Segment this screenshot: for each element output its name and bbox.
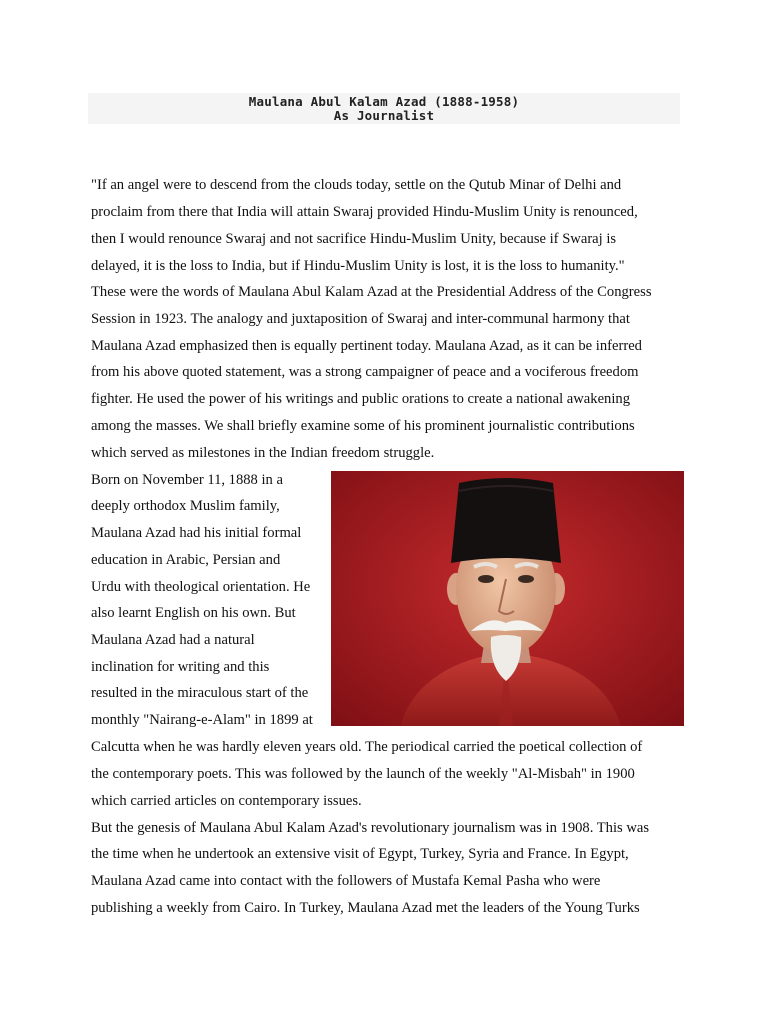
paragraph-line: from his above quoted statement, was a strong campaigner of peace and a vociferous freedom [91, 364, 639, 380]
paragraph-line: "If an angel were to descend from the clouds today, settle on the Qutub Minar of Delhi and [91, 177, 622, 193]
side-text-line: deeply orthodox Muslim family, [91, 498, 280, 514]
paragraph-line: These were the words of Maulana Abul Kalam Azad at the Presidential Address of the Congress [91, 284, 652, 300]
document-subtitle: As Journalist [333, 108, 435, 123]
paragraph-line: delayed, it is the loss to India, but if Hindu-Muslim Unity is lost, it is the loss to humanity." [91, 258, 625, 274]
portrait-image [331, 471, 684, 726]
side-text-line: Maulana Azad had a natural [91, 632, 255, 648]
side-text-line: also learnt English on his own. But [91, 605, 296, 621]
paragraph-line: publishing a weekly from Cairo. In Turkey, Maulana Azad met the leaders of the Young Turks [91, 900, 640, 916]
paragraph-line: Session in 1923. The analogy and juxtaposition of Swaraj and inter-communal harmony that [91, 311, 630, 327]
side-text-line: education in Arabic, Persian and [91, 552, 281, 568]
paragraph-line: Maulana Azad came into contact with the followers of Mustafa Kemal Pasha who were [91, 873, 601, 889]
paragraph-line: among the masses. We shall briefly examine some of his prominent journalistic contributions [91, 418, 635, 434]
paragraph-line: the contemporary poets. This was followed by the launch of the weekly "Al-Misbah" in 1900 [91, 766, 635, 782]
side-text-line: monthly "Nairang-e-Alam" in 1899 at [91, 712, 313, 728]
paragraph-line: But the genesis of Maulana Abul Kalam Azad's revolutionary journalism was in 1908. This was [91, 820, 650, 836]
paragraph-line: Maulana Azad emphasized then is equally pertinent today. Maulana Azad, as it can be inferred [91, 338, 642, 354]
side-text-line: Urdu with theological orientation. He [91, 579, 311, 595]
side-text-line: Born on November 11, 1888 in a [91, 472, 283, 488]
paragraph-line: which carried articles on contemporary issues. [91, 793, 362, 809]
side-text-line: inclination for writing and this [91, 659, 270, 675]
portrait-of-man-in-black-cap-icon [331, 471, 684, 726]
paragraph-line: the time when he undertook an extensive visit of Egypt, Turkey, Syria and France. In Egypt, [91, 846, 629, 862]
side-text-line: resulted in the miraculous start of the [91, 685, 309, 701]
paragraph-line: which served as milestones in the Indian freedom struggle. [91, 445, 435, 461]
paragraph-line: fighter. He used the power of his writings and public orations to create a national awakening [91, 391, 630, 407]
document-title: Maulana Abul Kalam Azad (1888-1958) [248, 94, 520, 109]
paragraph-line: Calcutta when he was hardly eleven years old. The periodical carried the poetical collection of [91, 739, 643, 755]
paragraph-line: then I would renounce Swaraj and not sacrifice Hindu-Muslim Unity, because if Swaraj is [91, 231, 617, 247]
side-text-line: Maulana Azad had his initial formal [91, 525, 302, 541]
paragraph-line: proclaim from there that India will attain Swaraj provided Hindu-Muslim Unity is renounced, [91, 204, 638, 220]
